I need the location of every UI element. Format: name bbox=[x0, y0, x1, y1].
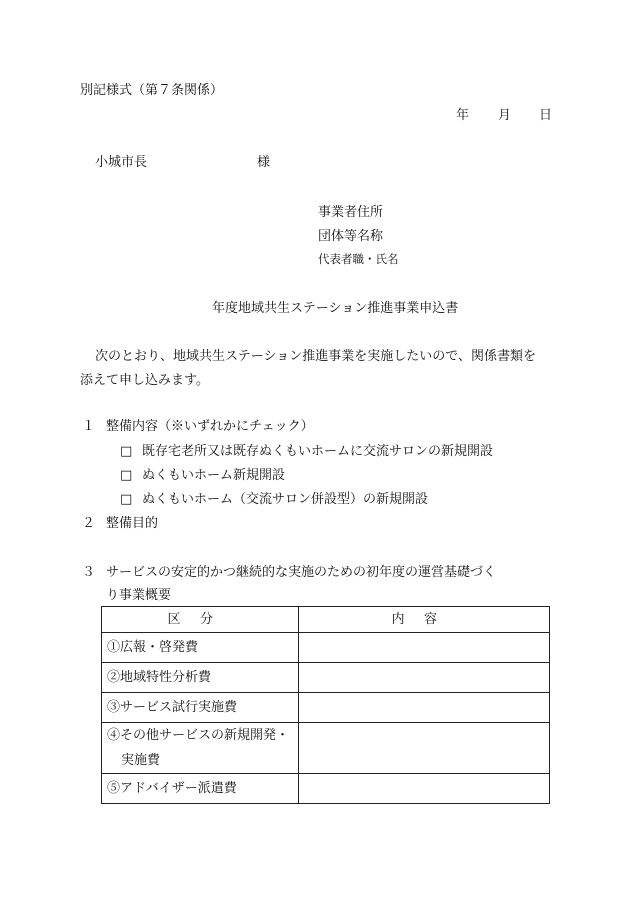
addressee-name: 小城市長 bbox=[95, 155, 148, 170]
category-cell: ①広報・啓発費 bbox=[102, 633, 299, 663]
content-cell[interactable] bbox=[299, 633, 550, 663]
table-row bbox=[102, 723, 550, 774]
option-3[interactable] bbox=[120, 493, 428, 506]
content-cell[interactable] bbox=[299, 774, 550, 804]
option-2[interactable] bbox=[120, 469, 285, 482]
project-overview-table bbox=[101, 606, 550, 804]
date-month-label: 月 bbox=[498, 108, 512, 123]
content-cell[interactable] bbox=[299, 723, 550, 774]
section3-heading-line-1: サービスの安定的かつ継続的な実施のための初年度の運営基礎づく bbox=[106, 565, 497, 580]
applicant-rep-label: 代表者職・氏名 bbox=[318, 252, 399, 266]
table-row bbox=[102, 633, 550, 663]
document-title: 年度地域共生ステーション推進事業申込書 bbox=[212, 301, 459, 316]
checkbox-icon[interactable]: □ bbox=[120, 468, 133, 483]
content-cell[interactable] bbox=[299, 663, 550, 693]
table-header-row bbox=[102, 607, 550, 633]
form-reference: 別記様式（第７条関係） bbox=[80, 83, 224, 98]
column-header-content: 内容 bbox=[299, 607, 550, 633]
intro-line-1: 次のとおり、地域共生ステーション推進事業を実施したいので、関係書類を bbox=[95, 349, 536, 364]
table-row bbox=[102, 663, 550, 693]
section3-number: ３ bbox=[82, 565, 96, 580]
date-day-label: 日 bbox=[539, 108, 553, 123]
applicant-address-label: 事業者住所 bbox=[318, 205, 384, 220]
section3-heading-line-2: り事業概要 bbox=[106, 588, 172, 603]
column-header-category: 区分 bbox=[102, 607, 299, 633]
option-label: ぬくもいホーム（交流サロン併設型）の新規開設 bbox=[142, 492, 429, 507]
section2-heading: 整備目的 bbox=[106, 516, 159, 531]
category-cell: ②地域特性分析費 bbox=[102, 663, 299, 693]
category-cell bbox=[102, 723, 299, 774]
checkbox-icon[interactable]: □ bbox=[120, 444, 133, 459]
category-line-1: ④その他サービスの新規開発・ bbox=[107, 728, 290, 743]
option-label: ぬくもいホーム新規開設 bbox=[142, 468, 286, 483]
intro-line-2: 添えて申し込みます。 bbox=[80, 373, 209, 388]
content-cell[interactable] bbox=[299, 693, 550, 723]
option-1[interactable] bbox=[120, 445, 493, 458]
section1-heading: 整備内容（※いずれかにチェック） bbox=[106, 419, 314, 434]
table-row bbox=[102, 693, 550, 723]
category-cell: ⑤アドバイザー派遣費 bbox=[102, 774, 299, 804]
category-cell: ③サービス試行実施費 bbox=[102, 693, 299, 723]
date-year-label: 年 bbox=[456, 108, 470, 123]
checkbox-icon[interactable]: □ bbox=[120, 492, 133, 507]
addressee-honorific: 様 bbox=[257, 155, 271, 170]
option-label: 既存宅老所又は既存ぬくもいホームに交流サロンの新規開設 bbox=[142, 444, 494, 459]
section1-number: １ bbox=[82, 419, 96, 434]
table-row bbox=[102, 774, 550, 804]
section2-number: ２ bbox=[82, 516, 96, 531]
applicant-org-label: 団体等名称 bbox=[318, 229, 384, 244]
category-line-2: 実施費 bbox=[121, 753, 161, 768]
